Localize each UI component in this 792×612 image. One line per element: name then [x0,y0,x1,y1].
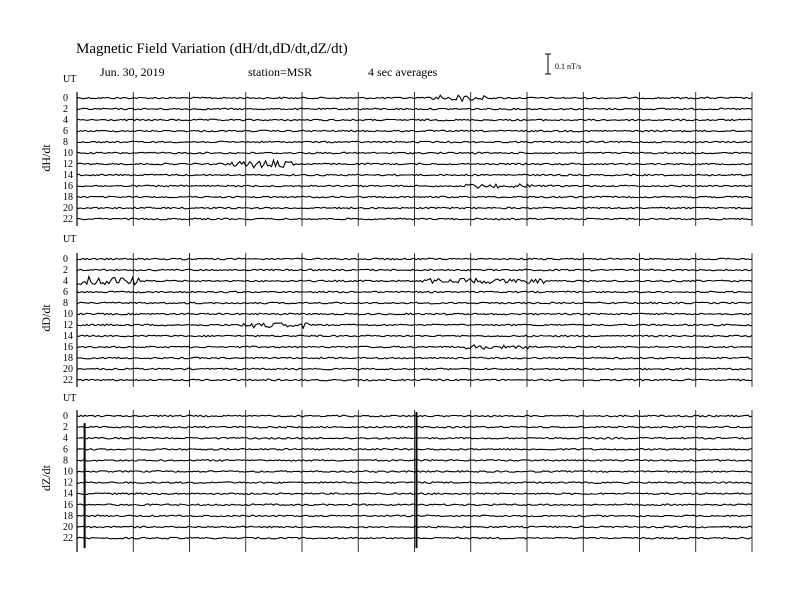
panel-dhdt [39,74,752,226]
row-label-12: 12 [63,477,73,489]
row-label-0: 0 [63,411,68,422]
ut-axis-label: UT [63,234,77,245]
panel-dddt [39,234,752,387]
row-label-22: 22 [63,375,73,386]
row-label-22: 22 [63,214,73,225]
row-label-8: 8 [63,137,68,148]
row-label-16: 16 [63,342,73,353]
row-label-6: 6 [63,287,68,298]
scale-label: 0.1 nT/s [555,62,582,71]
row-label-14: 14 [63,170,73,181]
row-label-4: 4 [63,433,68,445]
row-label-20: 20 [63,203,73,214]
scale-bar [545,54,581,74]
row-label-14: 14 [63,488,73,500]
row-label-10: 10 [63,466,73,478]
panel-ylabel: dH/dt [39,144,53,172]
row-label-8: 8 [63,298,68,309]
row-label-4: 4 [63,115,68,126]
row-label-16: 16 [63,181,73,192]
row-label-12: 12 [63,159,73,170]
ut-axis-label: UT [63,393,77,404]
row-label-6: 6 [63,126,68,137]
panel-dzdt [39,393,752,552]
row-label-22: 22 [63,533,73,545]
row-label-4: 4 [63,276,68,287]
row-label-2: 2 [63,265,68,276]
row-label-0: 0 [63,254,68,265]
averaging-label: 4 sec averages [368,65,438,79]
panel-ylabel: dZ/dt [39,465,53,491]
row-label-14: 14 [63,331,73,342]
row-label-2: 2 [63,104,68,115]
row-label-10: 10 [63,309,73,320]
row-label-2: 2 [63,422,68,434]
row-label-16: 16 [63,499,73,511]
row-label-20: 20 [63,522,73,533]
row-label-8: 8 [63,455,68,467]
ut-axis-label: UT [63,74,77,85]
row-label-0: 0 [63,93,68,104]
row-label-18: 18 [63,192,73,203]
row-label-18: 18 [63,353,73,364]
figure-title: Magnetic Field Variation (dH/dt,dD/dt,dZ/dt) [76,41,348,57]
date-label: Jun. 30, 2019 [100,65,165,79]
row-label-20: 20 [63,364,73,375]
panel-ylabel: dD/dt [39,304,53,332]
row-label-18: 18 [63,510,73,522]
row-label-10: 10 [63,148,73,159]
station-label: station=MSR [248,65,313,79]
row-label-6: 6 [63,444,68,456]
row-label-12: 12 [63,320,73,331]
panels [39,74,752,552]
